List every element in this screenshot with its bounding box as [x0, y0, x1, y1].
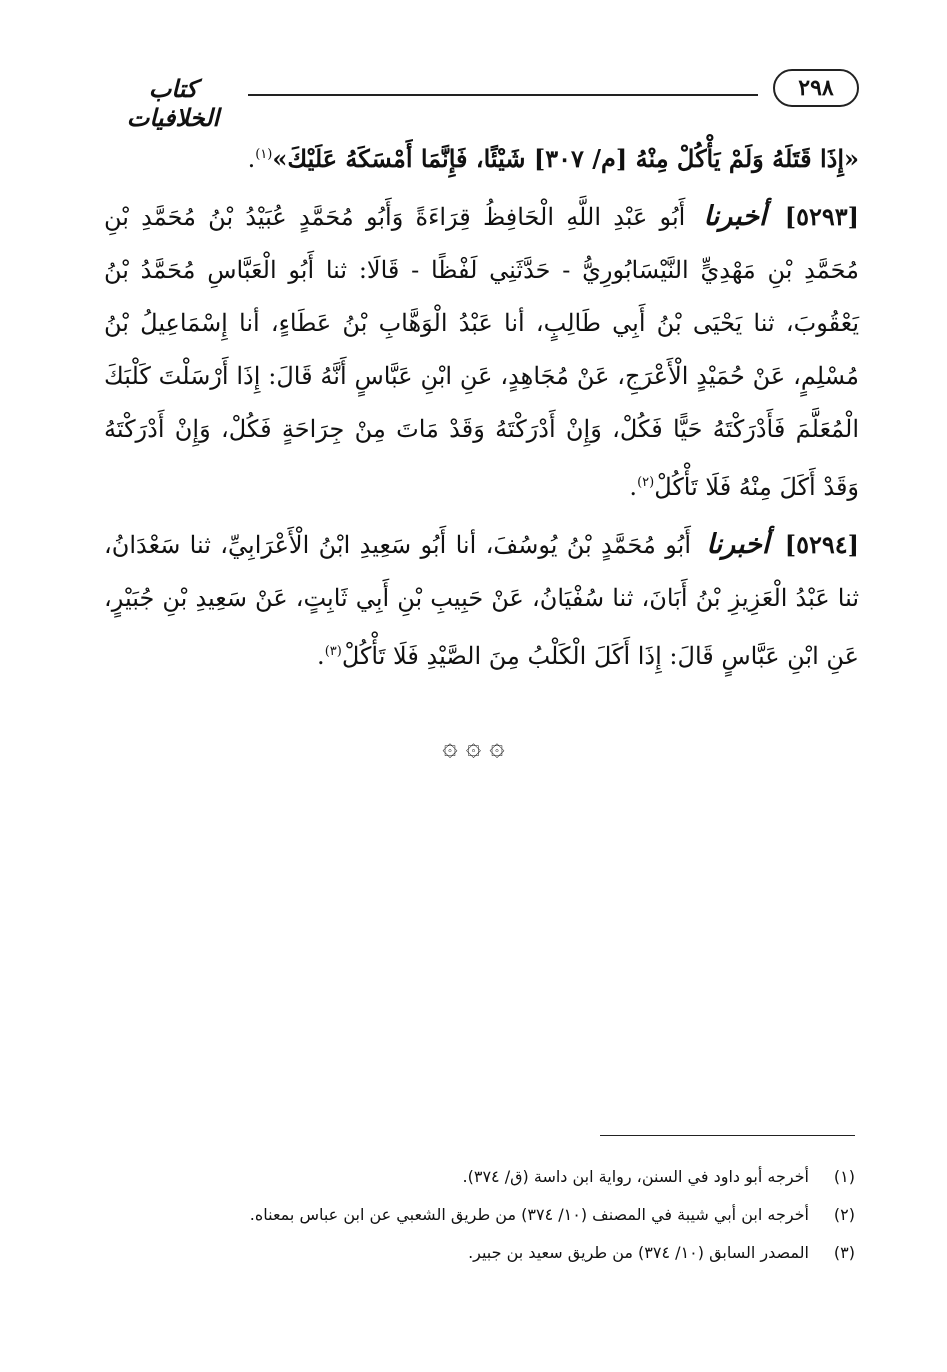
header-rule [248, 94, 758, 96]
ornament-divider: ۞ ۞ ۞ [442, 732, 505, 762]
quote-text: «إِذَا قَتَلَهُ وَلَمْ يَأْكُلْ مِنْهُ [م/ ٣٠٧] شَيْئًا، فَإِنَّمَا أَمْسَكَهُ عَلَيْكَ» [272, 144, 859, 173]
page-number: ٢٩٨ [773, 69, 859, 107]
akhbarana-label: أخبرنا [706, 529, 770, 560]
footnote-2 [110, 1196, 855, 1234]
footnote-number: (١) [833, 1167, 855, 1186]
book-title: كتاب الخلافيات [126, 74, 220, 132]
footnote-text: أخرجه ابن أبي شيبة في المصنف (١٠/ ٣٧٤) من طريق الشعبي عن ابن عباس بمعناه. [249, 1205, 809, 1224]
footnotes [110, 1158, 855, 1272]
footnote-text: أخرجه أبو داود في السنن، رواية ابن داسة (ق/ ٣٧٤). [462, 1167, 809, 1186]
footnote-text: المصدر السابق (١٠/ ٣٧٤) من طريق سعيد بن جبير. [468, 1243, 809, 1262]
hadith-5293: [٥٢٩٣] أخبرنا أَبُو عَبْدِ اللَّهِ الْحَافِظُ قِرَاءَةً وَأَبُو مُحَمَّدٍ عُبَيْدُ بْنُ مُحَمَّدِ بْنِ مُحَمَّدِ بْنِ مَهْدِيٍّ النَّيْسَابُورِيُّ - حَدَّثَنِي لَفْظًا - قَالَا: ثنا أَبُو الْعَبَّاسِ مُحَمَّدُ بْنُ يَعْقُوبَ، ثنا يَحْيَى بْنُ أَبِي طَالِبٍ، أنا عَبْدُ الْوَهَّابِ بْنُ عَطَاءٍ، أنا إِسْمَاعِيلُ بْنُ مُسْلِمٍ، عَنْ حُمَيْدٍ الْأَعْرَجِ، عَنْ مُجَاهِدٍ، عَنِ ابْنِ عَبَّاسٍ أَنَّهُ قَالَ: إِذَا أَرْسَلْتَ كَلْبَكَ الْمُعَلَّمَ فَأَدْرَكْتَهُ حَيًّا فَكُلْ، وَإِنْ أَدْرَكْتَهُ وَقَدْ مَاتَ مِنْ جِرَاحَةٍ فَكُلْ، وَإِنْ أَدْرَكْتَهُ وَقَدْ أَكَلَ مِنْهُ فَلَا تَأْكُلْ$^{(٢)}$. [104, 201, 860, 501]
footnote-number: (٣) [833, 1243, 855, 1262]
footnote-ref-3: (٣) [324, 644, 342, 659]
hadith-number: [٥٢٩٣] [784, 202, 860, 231]
page-header [108, 66, 859, 132]
footnote-3 [110, 1234, 855, 1272]
hadith-number: [٥٢٩٤] [784, 530, 859, 559]
footnote-ref-2: (٢) [637, 475, 655, 490]
quote-line: «إِذَا قَتَلَهُ وَلَمْ يَأْكُلْ مِنْهُ [م/ ٣٠٧] شَيْئًا، فَإِنَّمَا أَمْسَكَهُ عَلَيْكَ»$^{(١)}$. [247, 144, 859, 173]
akhbarana-label: أخبرنا [703, 201, 767, 232]
main-text [104, 128, 859, 683]
footnote-rule [600, 1135, 855, 1136]
footnote-ref-1: (١) [255, 147, 273, 162]
hadith-5294: [٥٢٩٤] أخبرنا أَبُو مُحَمَّدٍ بْنُ يُوسُفَ، أنا أَبُو سَعِيدِ ابْنُ الْأَعْرَابِيِّ، ثنا سَعْدَانُ، ثنا عَبْدُ الْعَزِيزِ بْنُ أَبَانَ، ثنا سُفْيَانُ، عَنْ حَبِيبِ بْنِ أَبِي ثَابِتٍ، عَنْ سَعِيدِ بْنِ جُبَيْرٍ، عَنِ ابْنِ عَبَّاسٍ قَالَ: إِذَا أَكَلَ الْكَلْبُ مِنَ الصَّيْدِ فَلَا تَأْكُلْ$^{(٣)}$. [104, 529, 859, 670]
hadith-text: أَبُو مُحَمَّدٍ بْنُ يُوسُفَ، أنا أَبُو سَعِيدِ ابْنُ الْأَعْرَابِيِّ، ثنا سَعْدَانُ، ثنا عَبْدُ الْعَزِيزِ بْنُ أَبَانَ، ثنا سُفْيَانُ، عَنْ حَبِيبِ بْنِ أَبِي ثَابِتٍ، عَنْ سَعِيدِ بْنِ جُبَيْرٍ، عَنِ ابْنِ عَبَّاسٍ قَالَ: إِذَا أَكَلَ الْكَلْبُ مِنَ الصَّيْدِ فَلَا تَأْكُلْ [104, 531, 859, 670]
hadith-text: أَبُو عَبْدِ اللَّهِ الْحَافِظُ قِرَاءَةً وَأَبُو مُحَمَّدٍ عُبَيْدُ بْنُ مُحَمَّدِ بْنِ مُحَمَّدِ بْنِ مَهْدِيٍّ النَّيْسَابُورِيُّ - حَدَّثَنِي لَفْظًا - قَالَا: ثنا أَبُو الْعَبَّاسِ مُحَمَّدُ بْنُ يَعْقُوبَ، ثنا يَحْيَى بْنُ أَبِي طَالِبٍ، أنا عَبْدُ الْوَهَّابِ بْنُ عَطَاءٍ، أنا إِسْمَاعِيلُ بْنُ مُسْلِمٍ، عَنْ حُمَيْدٍ الْأَعْرَجِ، عَنْ مُجَاهِدٍ، عَنِ ابْنِ عَبَّاسٍ أَنَّهُ قَالَ: إِذَا أَرْسَلْتَ كَلْبَكَ الْمُعَلَّمَ فَأَدْرَكْتَهُ حَيًّا فَكُلْ، وَإِنْ أَدْرَكْتَهُ وَقَدْ مَاتَ مِنْ جِرَاحَةٍ فَكُلْ، وَإِنْ أَدْرَكْتَهُ وَقَدْ أَكَلَ مِنْهُ فَلَا تَأْكُلْ [104, 203, 860, 501]
footnote-1 [110, 1158, 855, 1196]
footnote-number: (٢) [833, 1205, 855, 1224]
